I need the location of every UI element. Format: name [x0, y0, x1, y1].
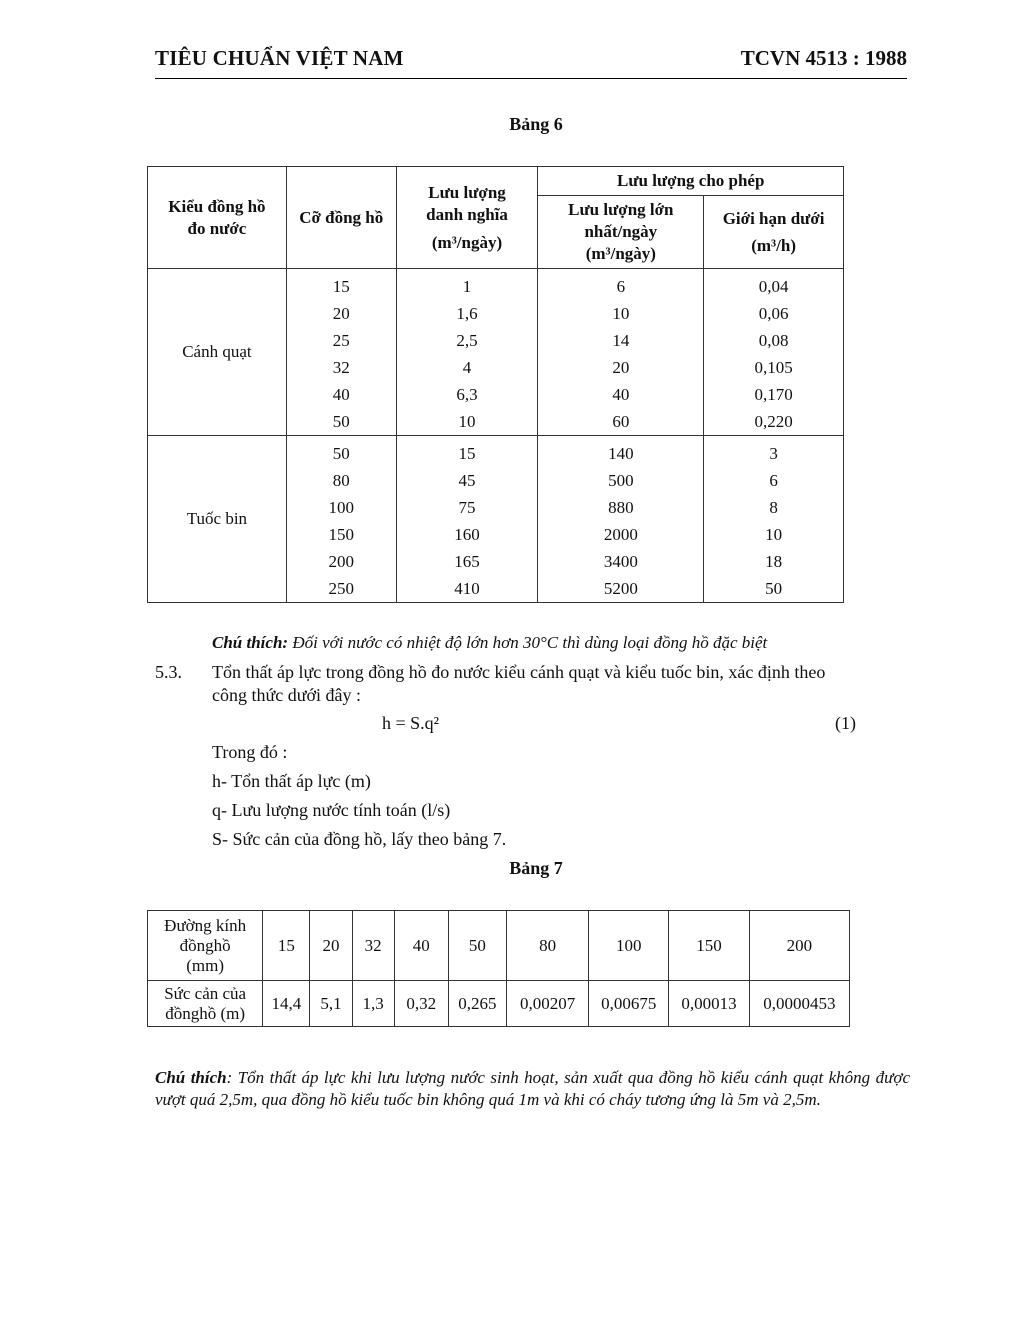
- section-line1: Tổn thất áp lực trong đồng hồ đo nước kiểu cánh quạt và kiểu tuốc bin, xác định theo: [212, 662, 826, 682]
- t7-diameter: 20: [310, 911, 352, 981]
- t7-resistance: 0,265: [448, 981, 506, 1027]
- t6-cell: 0,170: [704, 381, 844, 408]
- table7-row-resistance: [148, 981, 850, 1027]
- t6-header-lower-limit: [704, 196, 844, 269]
- t7-label-diameter: [148, 911, 263, 981]
- t7-diameter: 15: [263, 911, 310, 981]
- where-label: Trong đó :: [212, 742, 288, 762]
- t6-cell: 14: [538, 327, 704, 354]
- t6-cell: 150: [286, 521, 396, 548]
- t6-cell: 3: [704, 436, 844, 468]
- t6-header-meter-type: Kiểu đồng hồ đo nước: [148, 167, 287, 269]
- t6-cell: 15: [286, 269, 396, 301]
- t6-header-nominal-flow: [396, 167, 538, 269]
- t6-cell: 40: [538, 381, 704, 408]
- t7-resistance: 5,1: [310, 981, 352, 1027]
- definition-h: h- Tổn thất áp lực (m): [212, 771, 371, 791]
- t6-cell: 45: [396, 467, 538, 494]
- t6-cell: 0,220: [704, 408, 844, 436]
- t6-cell: 6: [538, 269, 704, 301]
- t6-header-allowed-flow: Lưu lượng cho phép: [538, 167, 844, 196]
- t6-cell: 60: [538, 408, 704, 436]
- t6-cell: 20: [538, 354, 704, 381]
- t6-cell: 0,06: [704, 300, 844, 327]
- t7-diameter: 32: [352, 911, 394, 981]
- table6-note-text: Đối với nước có nhiệt độ lớn hơn 30°C thì dùng loại đồng hồ đặc biệt: [288, 633, 768, 652]
- t6-cell: 200: [286, 548, 396, 575]
- t6-group-canh-quat: Cánh quạt: [148, 269, 287, 436]
- t7-diameter: 80: [506, 911, 588, 981]
- t7-resistance: 0,32: [394, 981, 448, 1027]
- t6-cell: 165: [396, 548, 538, 575]
- t6-nominal-unit: (m³/ngày): [431, 232, 503, 252]
- t6-cell: 880: [538, 494, 704, 521]
- t6-max-l2: nhất/ngày: [584, 222, 658, 241]
- t6-cell: 0,08: [704, 327, 844, 354]
- t6-cell: 160: [396, 521, 538, 548]
- definition-s: S- Sức cản của đồng hồ, lấy theo bảng 7.: [212, 829, 507, 849]
- t6-cell: 6: [704, 467, 844, 494]
- t6-cell: 410: [396, 575, 538, 603]
- t6-cell: 2,5: [396, 327, 538, 354]
- t6-lower-l1: Giới hạn dưới: [722, 208, 825, 228]
- definition-q: q- Lưu lượng nước tính toán (l/s): [212, 800, 451, 820]
- header-divider: [155, 78, 907, 79]
- t7-diameter: 50: [448, 911, 506, 981]
- t6-cell: 5200: [538, 575, 704, 603]
- t7-label-resistance: [148, 981, 263, 1027]
- header-title: TIÊU CHUẨN VIỆT NAM: [155, 46, 404, 70]
- t7-label2-l1: Sức cản của: [164, 983, 247, 1003]
- t6-max-unit: (m³/ngày): [585, 244, 656, 263]
- t6-cell: 140: [538, 436, 704, 468]
- t6-cell: 500: [538, 467, 704, 494]
- t6-cell: 1: [396, 269, 538, 301]
- t6-nominal-l2: danh nghĩa: [426, 204, 508, 224]
- t7-resistance: 1,3: [352, 981, 394, 1027]
- t7-resistance: 0,00207: [506, 981, 588, 1027]
- t6-max-l1: Lưu lượng lớn: [568, 200, 674, 219]
- t6-header-meter-size: Cỡ đồng hồ: [286, 167, 396, 269]
- table7-row-diameter: [148, 911, 850, 981]
- footnote-label: Chú thích: [155, 1068, 227, 1087]
- table6: [147, 166, 844, 603]
- t6-nominal-l1: Lưu lượng: [428, 182, 506, 202]
- t6-cell: 0,105: [704, 354, 844, 381]
- t6-cell: 250: [286, 575, 396, 603]
- t6-cell: 10: [538, 300, 704, 327]
- t6-cell: 4: [396, 354, 538, 381]
- t6-cell: 3400: [538, 548, 704, 575]
- t7-diameter: 150: [669, 911, 749, 981]
- footnote-text: : Tổn thất áp lực khi lưu lượng nước sinh hoạt, sản xuất qua đồng hồ kiểu cánh quạt không được vượt quá 2,5m, qua đồng hồ kiểu tuốc bin không quá 1m và khi có cháy tương ứng là 5m và 2,5m.: [155, 1068, 910, 1109]
- t7-resistance: 14,4: [263, 981, 310, 1027]
- t6-cell: 2000: [538, 521, 704, 548]
- table-row: [148, 436, 844, 468]
- t7-resistance: 0,00675: [589, 981, 669, 1027]
- t6-cell: 50: [704, 575, 844, 603]
- t7-diameter: 100: [589, 911, 669, 981]
- t6-cell: 25: [286, 327, 396, 354]
- t7-diameter: 40: [394, 911, 448, 981]
- footnote: [155, 1067, 910, 1110]
- t6-cell: 100: [286, 494, 396, 521]
- table6-note-label: Chú thích:: [212, 633, 289, 652]
- header-standard-number: TCVN 4513 : 1988: [740, 46, 907, 70]
- t6-cell: 10: [704, 521, 844, 548]
- t6-group-tuoc-bin: Tuốc bin: [148, 436, 287, 603]
- formula-number: (1): [835, 713, 856, 733]
- section-line2: công thức dưới đây :: [212, 685, 362, 705]
- t7-label-l3: (mm): [186, 955, 225, 975]
- t7-resistance: 0,00013: [669, 981, 749, 1027]
- t6-cell: 18: [704, 548, 844, 575]
- table7-caption: Bảng 7: [509, 858, 563, 878]
- formula: h = S.q²: [382, 713, 440, 733]
- t6-cell: 6,3: [396, 381, 538, 408]
- t7-resistance: 0,0000453: [749, 981, 849, 1027]
- t6-cell: 40: [286, 381, 396, 408]
- t6-cell: 50: [286, 408, 396, 436]
- t7-label-l2: đồnghồ: [179, 935, 231, 955]
- section-number: 5.3.: [155, 662, 182, 682]
- table6-caption: Bảng 6: [509, 114, 563, 134]
- t6-cell: 20: [286, 300, 396, 327]
- t6-cell: 50: [286, 436, 396, 468]
- t6-lower-unit: (m³/h): [751, 235, 796, 255]
- t7-label2-l2: đồnghồ (m): [165, 1003, 246, 1023]
- t6-cell: 15: [396, 436, 538, 468]
- table-row: [148, 269, 844, 301]
- t6-cell: 32: [286, 354, 396, 381]
- table7: [147, 910, 850, 1027]
- t7-diameter: 200: [749, 911, 849, 981]
- t6-header-max-flow: [538, 196, 704, 269]
- t6-cell: 0,04: [704, 269, 844, 301]
- t6-cell: 75: [396, 494, 538, 521]
- t7-label-l1: Đường kính: [164, 915, 247, 935]
- t6-cell: 10: [396, 408, 538, 436]
- t6-cell: 1,6: [396, 300, 538, 327]
- t6-cell: 8: [704, 494, 844, 521]
- table6-note: [212, 633, 767, 653]
- t6-cell: 80: [286, 467, 396, 494]
